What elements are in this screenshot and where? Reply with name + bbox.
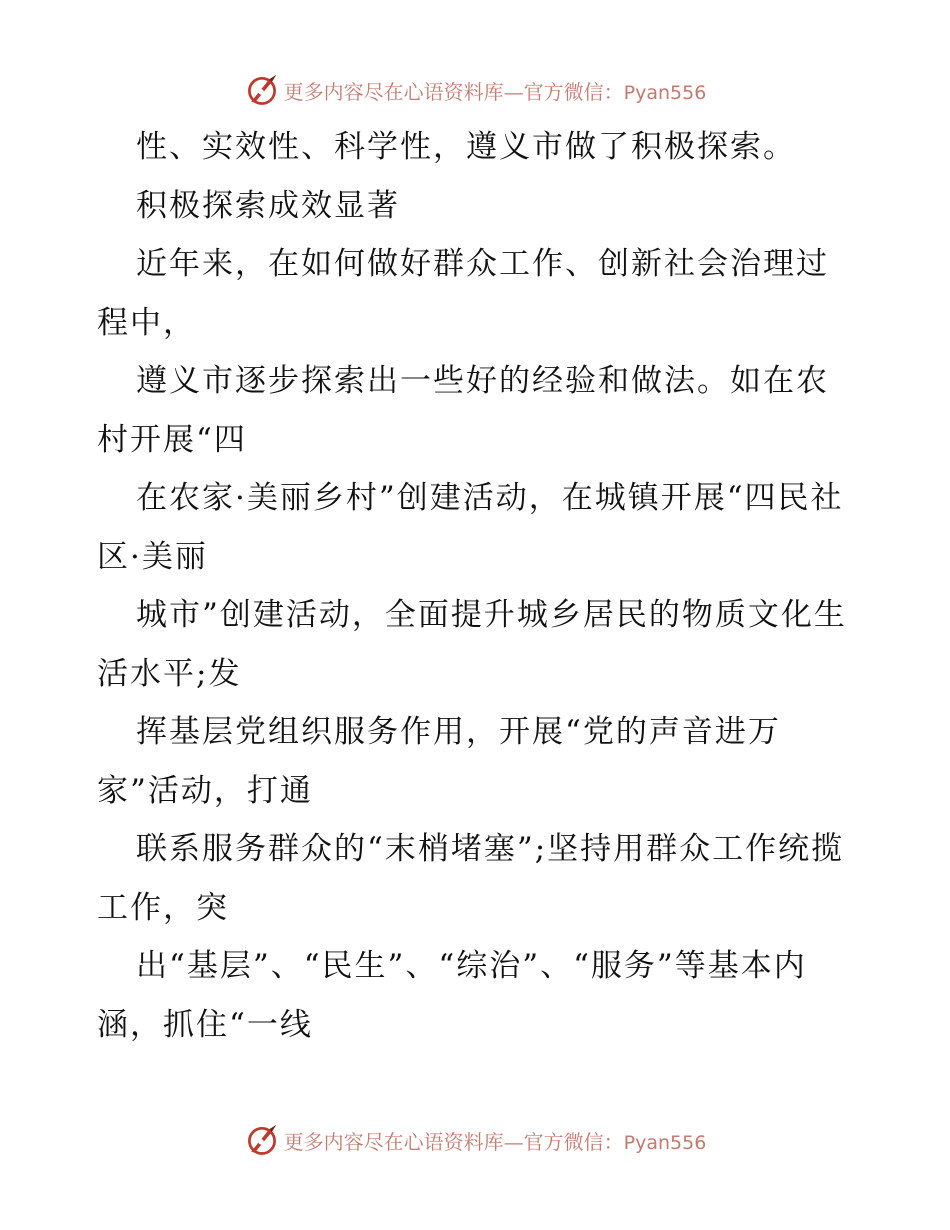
watermark-brand: 更多内容尽在心语资料库 <box>283 79 504 104</box>
footer-watermark <box>0 1120 950 1160</box>
watermark-separator: — <box>503 79 524 104</box>
watermark-text <box>284 76 707 105</box>
paragraph: 挥基层党组织服务作用，开展“党的声音进万家”活动，打通 <box>97 714 781 809</box>
quill-pen-logo-icon <box>244 72 280 108</box>
section-heading: 积极探索成效显著 <box>136 187 400 224</box>
header-watermark <box>0 70 950 110</box>
paragraph: 出“基层”、“民生”、“综治”、“服务”等基本内涵，抓住“一线 <box>97 948 807 1043</box>
paragraph: 性、实效性、科学性，遵义市做了积极探索。 <box>136 129 796 165</box>
paragraph: 联系服务群众的“末梢堵塞”;坚持用群众工作统揽工作，突 <box>97 831 845 926</box>
paragraph: 城市”创建活动，全面提升城乡居民的物质文化生活水平;发 <box>97 597 847 692</box>
paragraph: 在农家·美丽乡村”创建活动，在城镇开展“四民社区·美丽 <box>97 480 844 575</box>
watermark-contact-label: 官方微信： <box>523 1129 624 1154</box>
paragraph: 遵义市逐步探索出一些好的经验和做法。如在农村开展“四 <box>97 363 829 458</box>
watermark-contact-label: 官方微信： <box>523 79 624 104</box>
watermark-text <box>284 1126 707 1155</box>
watermark-contact-id: Pyan556 <box>623 81 707 104</box>
document-body <box>97 118 857 1054</box>
quill-pen-logo-icon <box>244 1122 280 1158</box>
watermark-contact-id: Pyan556 <box>623 1131 707 1154</box>
paragraph: 近年来，在如何做好群众工作、创新社会治理过程中， <box>97 246 829 341</box>
watermark-separator: — <box>503 1129 524 1154</box>
watermark-brand: 更多内容尽在心语资料库 <box>283 1129 504 1154</box>
